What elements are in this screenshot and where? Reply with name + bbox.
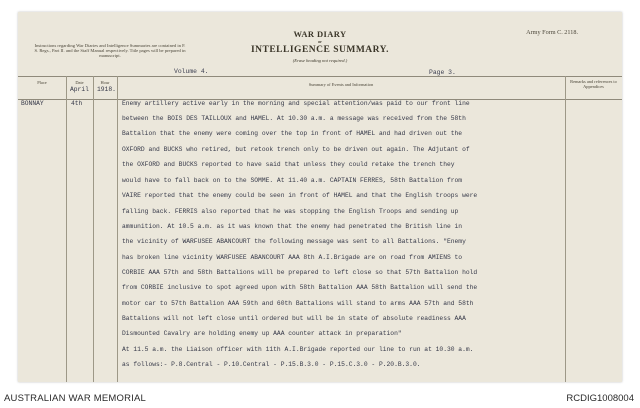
diary-page [18,12,622,382]
entry-date: 4th [71,100,83,107]
summary-line: the vicinity of WARFUSEE ABANCOURT the following message was sent to all Battalions. "Enemy [122,238,466,245]
summary-line: the OXFORD and BUCKS reported to have said that unless they could retake the trench they [122,161,455,168]
summary-line: Enemy artillery active early in the morning and special attention/was paid to our front line [122,100,470,107]
summary-line: VAIRE reported that the enemy could be seen in front of HAMEL and that the English troops were [122,192,478,199]
col-date-header: Date [66,76,93,100]
summary-line: as follows:- P.8.Central - P.10.Central - P.15.B.3.0 - P.15.C.3.0 - P.20.B.3.0. [122,361,421,368]
summary-line: motor car to 57th Battalion AAA 59th and 60th Battalions will stand to arms AAA 57th and 58th [122,300,474,307]
col-summary-header: Summary of Events and Information [117,76,565,100]
footer-id: RCDIG1008004 [566,393,634,404]
page-number: Page 3. [429,69,456,76]
title-or: or [318,39,322,44]
entry-month: April [70,86,89,93]
summary-line: from CORBIE inclusive to spot agreed upon with 58th Battalion AAA 58th Battalion will send the [122,284,478,291]
summary-line: Battalions will not left close until ordered but will be in state of absolute readiness AAA [122,315,466,322]
footer-bar [0,391,640,408]
col-divider [93,76,94,382]
summary-line: OXFORD and BUCKS who retired, but retook trench only to be driven out again. The Adjutant of [122,146,470,153]
title-war-diary: WAR DIARY [293,29,347,39]
form-instructions: Instructions regarding War Diaries and Intelligence Summaries are contained in F. S. Regs., Part II. and the Staff Manual respectively. Title pages will be prepared in manuscript. [34,43,186,59]
summary-line: has broken line vicinity WARFUSEE ABANCOURT AAA 8th A.I.Brigade are on road from AMIENS to [122,254,463,261]
summary-line: At 11.5 a.m. the Liaison officer with 11th A.I.Brigade reported our line to run at 10.30 a.m. [122,346,474,353]
col-divider [565,76,566,382]
col-divider [117,76,118,382]
summary-line: Battalion that the enemy were coming over the top in front of HAMEL and had driven out the [122,130,463,137]
col-place-header: Place [18,76,66,100]
summary-line: Dismounted Cavalry are holding enemy up AAA counter attack in preparation" [122,330,402,337]
col-remarks-header: Remarks and references to Appendices [565,76,622,100]
summary-line: would have to fall back on to the SOMME. At 11.40 a.m. CAPTAIN FERRES, 58th Battalion from [122,177,463,184]
summary-line: falling back. FERRIS also reported that he was stopping the English Troops and sending up [122,208,459,215]
summary-line: between the BOIS DES TAILLOUX and HAMEL. At 10.30 a.m. a message was received from the 58th [122,115,466,122]
summary-line: CORBIE AAA 57th and 58th Battalions will be prepared to left close so that 57th Battalion hold [122,269,478,276]
col-divider [66,76,67,382]
army-form-number: Army Form C. 2118. [526,29,578,36]
title-intelligence-summary: INTELLIGENCE SUMMARY. [250,45,390,55]
volume-number: Volume 4. [174,68,209,75]
entry-year: 1918. [97,86,116,93]
footer-source: AUSTRALIAN WAR MEMORIAL [4,393,147,404]
col-hour-header: Hour [93,76,117,100]
title-note: (Erase heading not required.) [292,58,348,63]
entry-place: BONNAY [21,100,44,107]
summary-line: ammunition. At 10.5 a.m. as it was known that the enemy had penetrated the British line in [122,223,463,230]
